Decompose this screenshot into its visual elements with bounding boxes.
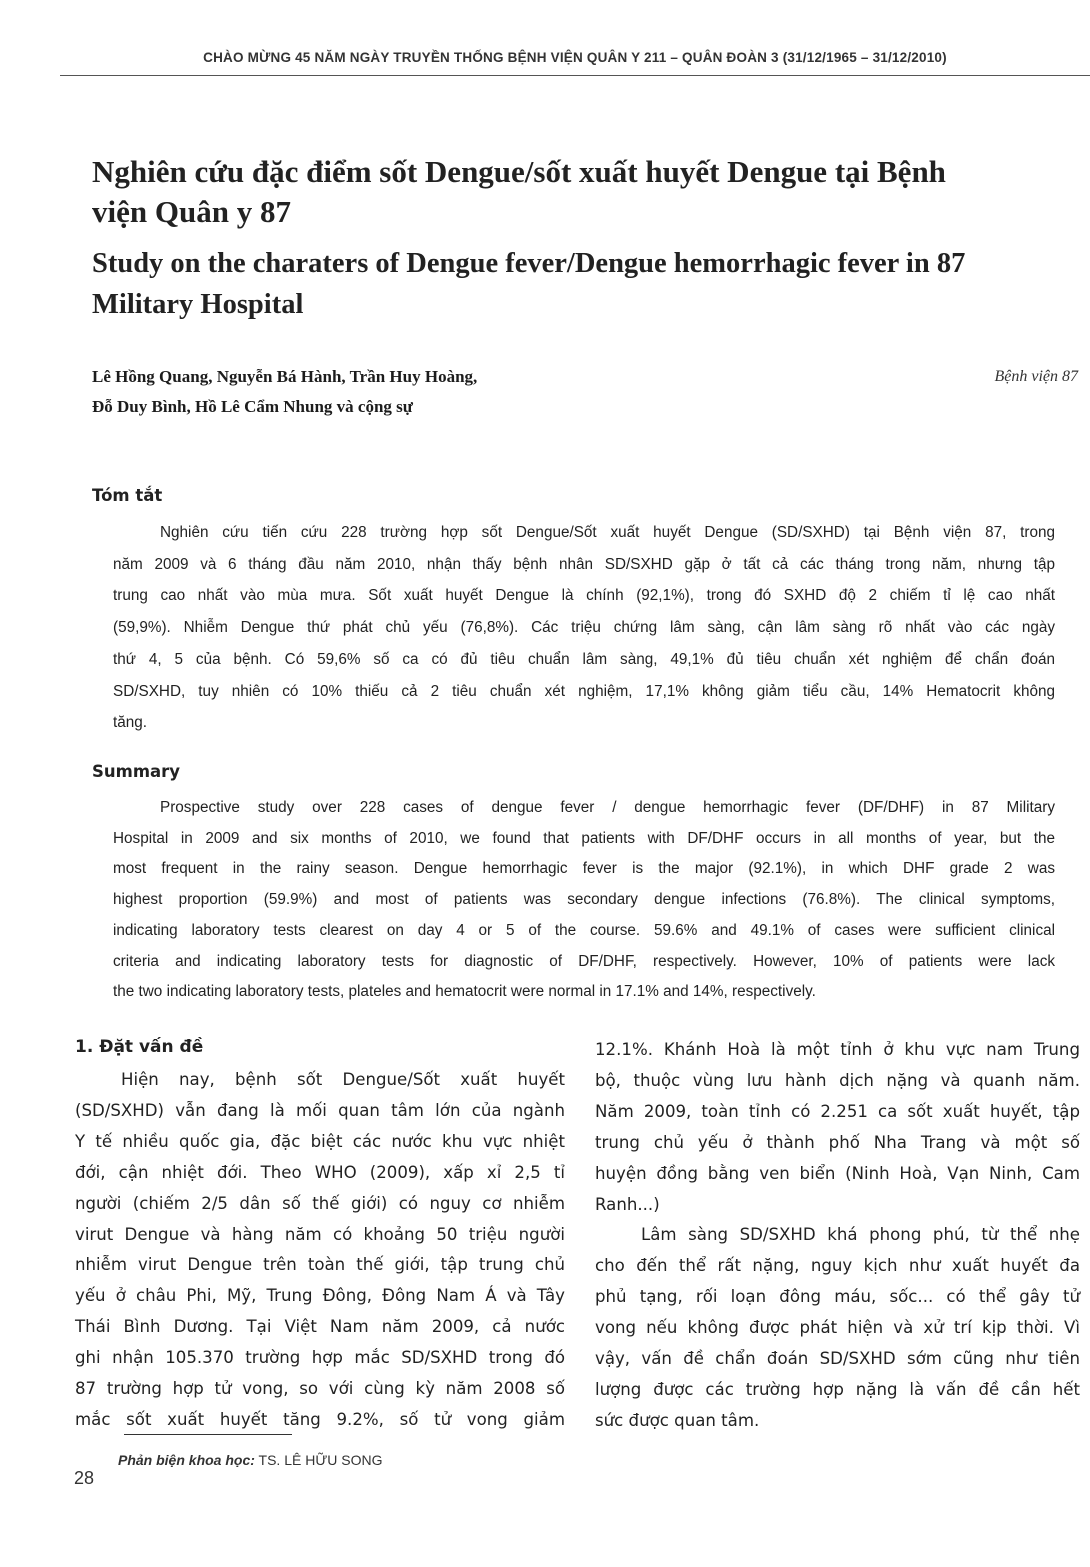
authors-line: Lê Hồng Quang, Nguyễn Bá Hành, Trần Huy Hoàng, xyxy=(92,367,478,386)
running-header: CHÀO MỪNG 45 NĂM NGÀY TRUYỀN THỐNG BỆNH VIỆN QUÂN Y 211 – QUÂN ĐOÀN 3 (31/12/1965 – 31/12/2010) xyxy=(203,50,947,65)
text-line: indicating laboratory tests clearest on day 4 or 5 of the course. 59.6% and 49.1% of cases were sufficient clinical xyxy=(113,921,1055,939)
text-line: 87 trường hợp tử vong, so với cùng kỳ năm 2008 số xyxy=(75,1379,565,1399)
header-rule xyxy=(60,75,1090,76)
affiliation: Bệnh viện 87 xyxy=(994,368,1078,385)
text-line: Y tế nhiều quốc gia, đặc biệt các nước khu vực nhiệt xyxy=(75,1131,565,1151)
text-line: virut Dengue và hàng năm có khoảng 50 triệu người xyxy=(75,1224,565,1244)
title-en-line: Study on the charaters of Dengue fever/Dengue hemorrhagic fever in 87 xyxy=(92,248,966,279)
text-line: Nghiên cứu tiến cứu 228 trường hợp sốt Dengue/Sốt xuất huyết Dengue (SD/SXHD) tại Bệnh viện 87, trong xyxy=(160,524,1055,541)
text-line: Hospital in 2009 and six months of 2010, we found that patients with DF/DHF occurs in all months of year, but the xyxy=(113,829,1055,847)
section-1-column-2 xyxy=(595,1035,1080,1437)
text-line: Năm 2009, toàn tỉnh có 2.251 ca sốt xuất huyết, tập xyxy=(595,1101,1080,1121)
text-line: năm 2009 và 6 tháng đầu năm 2010, nhận thấy bệnh nhân SD/SXHD gặp ở tất cả các tháng trong năm, nhưng tập xyxy=(113,555,1055,573)
section-1-heading: 1. Đặt vấn đề xyxy=(75,1037,204,1057)
text-line: Hiện nay, bệnh sốt Dengue/Sốt xuất huyết xyxy=(121,1070,565,1089)
text-line: phủ tạng, rối loạn đông máu, sốc... có thể gây tử xyxy=(595,1287,1080,1307)
text-line: thứ 4, 5 của bệnh. Có 59,6% số ca có đủ tiêu chuẩn lâm sàng, 49,1% đủ tiêu chuẩn xét nghiệm để chẩn đoán xyxy=(113,650,1055,668)
text-line: 12.1%. Khánh Hoà là một tỉnh ở khu vực nam Trung xyxy=(595,1040,1080,1059)
text-line: yếu ở châu Phi, Mỹ, Trung Đông, Đông Nam Á và Tây xyxy=(75,1286,565,1306)
text-line: đới, cận nhiệt đới. Theo WHO (2009), xấp xỉ 2,5 tỉ xyxy=(75,1162,565,1182)
text-line: Lâm sàng SD/SXHD khá phong phú, từ thể nhẹ xyxy=(641,1225,1080,1245)
footnote-reviewer xyxy=(118,1452,383,1468)
footnote-name: TS. LÊ HỮU SONG xyxy=(258,1452,383,1468)
text-line: (SD/SXHD) vẫn đang là mối quan tâm lớn của ngành xyxy=(75,1100,565,1120)
text-line: lượng được các trường hợp nặng là vấn đề cần hết xyxy=(595,1379,1080,1399)
text-line: ghi nhận 105.370 trường hợp mắc SD/SXHD trong đó xyxy=(75,1348,565,1368)
text-line: sức được quan tâm. xyxy=(595,1410,760,1430)
title-vietnamese xyxy=(92,152,1087,232)
text-line: vong nếu không được phát hiện và xử trí kịp thời. Vì xyxy=(595,1318,1080,1338)
text-line: Ranh...) xyxy=(595,1194,660,1214)
underline-mark xyxy=(124,1434,292,1435)
text-line: trung cao nhất vào mùa mưa. Sốt xuất huyết Dengue là chính (92,1%), trong đó SXHD độ 2 chiếm tỉ lệ cao nhất xyxy=(113,587,1055,605)
authors-line: Đỗ Duy Bình, Hồ Lê Cẩm Nhung và cộng sự xyxy=(92,397,413,416)
text-line: người (chiếm 2/5 dân số thế giới) có nguy cơ nhiễm xyxy=(75,1193,565,1213)
text-line: vậy, vấn đề chẩn đoán SD/SXHD sớm cũng như tiên xyxy=(595,1349,1080,1369)
section-1-column-1 xyxy=(75,1065,565,1436)
page-number: 28 xyxy=(74,1468,95,1488)
text-line: bộ, thuộc vùng lưu hành dịch nặng và quanh năm. xyxy=(595,1070,1080,1090)
text-line: tăng. xyxy=(113,714,148,732)
text-line: Thái Bình Dương. Tại Việt Nam năm 2009, cả nước xyxy=(75,1317,565,1337)
title-en-line: Military Hospital xyxy=(92,289,304,320)
text-line: trung chủ yếu ở thành phố Nha Trang và một số xyxy=(595,1132,1080,1152)
text-line: nhiễm virut Dengue trên toàn thế giới, tập trung chủ xyxy=(75,1255,565,1275)
text-line: (59,9%). Nhiễm Dengue thứ phát chủ yếu (76,8%). Các triệu chứng lâm sàng, cận lâm sàng rõ nhất vào các ngày xyxy=(113,619,1055,637)
abstract-en-heading: Summary xyxy=(92,762,181,781)
abstract-vn-heading: Tóm tắt xyxy=(92,486,163,505)
text-line: SD/SXHD, tuy nhiên có 10% thiếu cả 2 tiêu chuẩn xét nghiệm, 17,1% không giảm tiểu cầu, 14% Hematocrit không xyxy=(113,682,1055,700)
title-vn-line: viện Quân y 87 xyxy=(92,194,291,229)
text-line: cho đến thể rất nặng, nguy kịch như xuất huyết đa xyxy=(595,1256,1080,1276)
text-line: the two indicating laboratory tests, plateles and hematocrit were normal in 17.1% and 14%, respectively. xyxy=(113,983,816,1001)
text-line: Prospective study over 228 cases of dengue fever / dengue hemorrhagic fever (DF/DHF) in 87 Military xyxy=(160,799,1055,816)
title-vn-line: Nghiên cứu đặc điểm sốt Dengue/sốt xuất huyết Dengue tại Bệnh xyxy=(92,154,946,189)
title-english xyxy=(92,243,1087,325)
text-line: criteria and indicating laboratory tests for diagnostic of DF/DHF, respectively. However, 10% of patients were lack xyxy=(113,952,1055,970)
text-line: huyện đồng bằng ven biển (Ninh Hoà, Vạn Ninh, Cam xyxy=(595,1163,1080,1183)
abstract-en xyxy=(113,793,1055,1008)
text-line: most frequent in the rainy season. Dengue hemorrhagic fever is the major (92.1%), in which DHF grade 2 was xyxy=(113,860,1055,878)
abstract-vn xyxy=(113,517,1055,739)
text-line: highest proportion (59.9%) and most of patients was secondary dengue infections (76.8%). The clinical symptoms, xyxy=(113,891,1055,909)
footnote-label: Phản biện khoa học: xyxy=(118,1452,255,1468)
text-line: mắc sốt xuất huyết tăng 9.2%, số tử vong giảm xyxy=(75,1409,565,1429)
authors xyxy=(92,362,477,422)
